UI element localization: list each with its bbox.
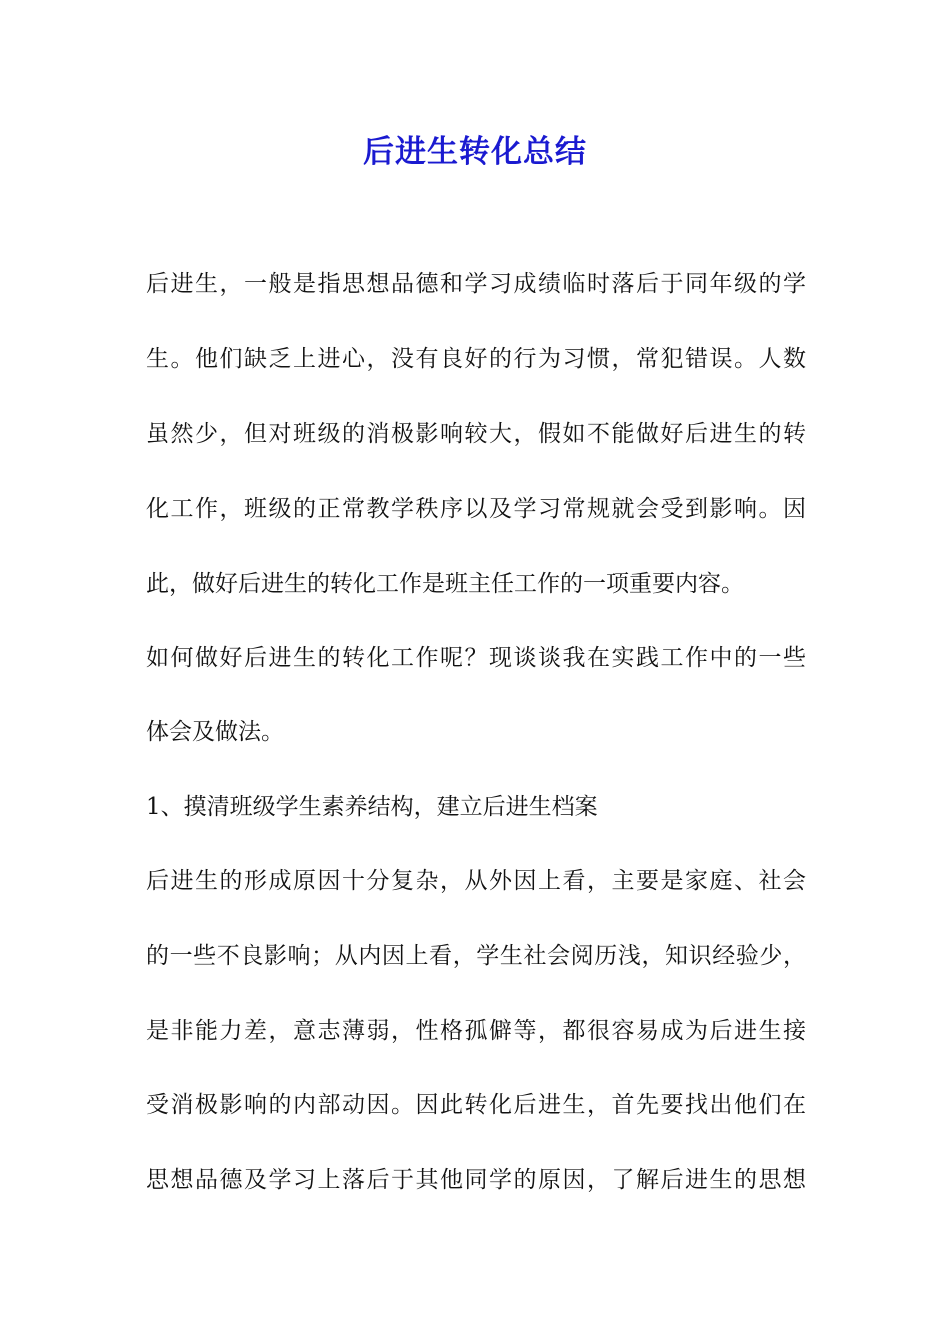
paragraph-line: 此，做好后进生的转化工作是班主任工作的一项重要内容。 [146, 571, 744, 597]
paragraph-line: 生。他们缺乏上进心，没有良好的行为习惯，常犯错误。人数 [146, 346, 806, 372]
paragraph-line: 是非能力差，意志薄弱，性格孤僻等，都很容易成为后进生接 [146, 1018, 806, 1044]
paragraph-line: 化工作，班级的正常教学秩序以及学习常规就会受到影响。因 [146, 496, 806, 522]
paragraph-line: 思想品德及学习上落后于其他同学的原因，了解后进生的思想 [146, 1167, 806, 1193]
paragraph-line: 受消极影响的内部动因。因此转化后进生，首先要找出他们在 [146, 1092, 806, 1118]
paragraph-line: 虽然少，但对班级的消极影响较大，假如不能做好后进生的转 [146, 421, 806, 447]
section-heading: 1、摸清班级学生素养结构，建立后进生档案 [146, 794, 598, 820]
paragraph-line: 后进生的形成原因十分复杂，从外因上看，主要是家庭、社会 [146, 868, 806, 894]
paragraph-line: 如何做好后进生的转化工作呢？现谈谈我在实践工作中的一些 [146, 645, 806, 671]
paragraph-line: 的一些不良影响；从内因上看，学生社会阅历浅，知识经验少， [146, 943, 806, 969]
paragraph-line: 后进生，一般是指思想品德和学习成绩临时落后于同年级的学 [146, 271, 806, 297]
paragraph-line: 体会及做法。 [146, 719, 284, 745]
document-title: 后进生转化总结 [363, 134, 587, 170]
